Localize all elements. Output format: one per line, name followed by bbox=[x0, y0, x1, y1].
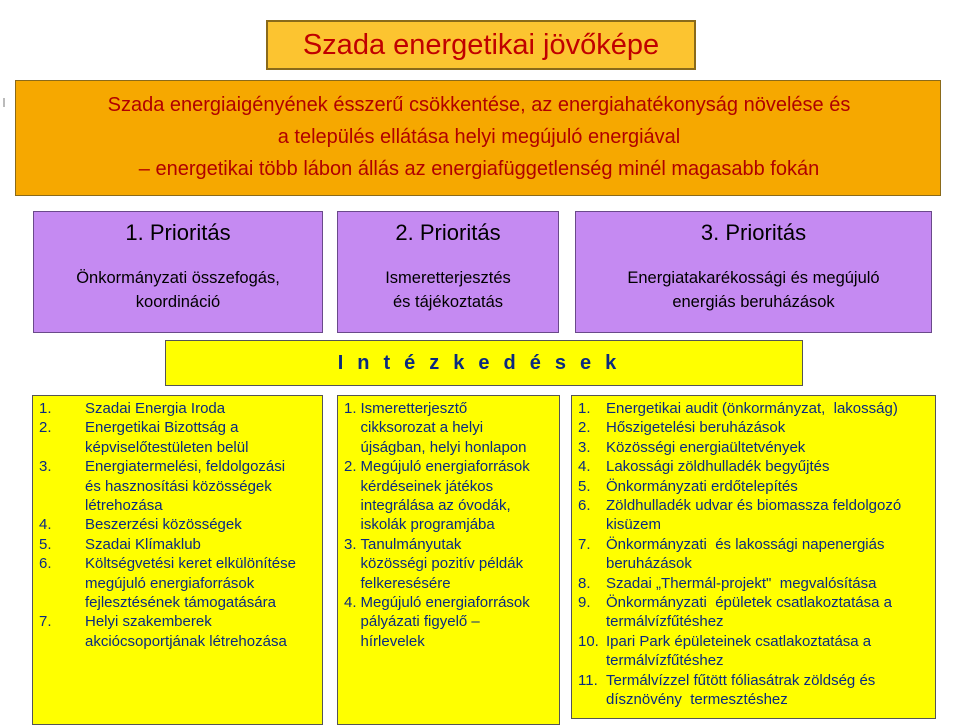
item-number: 8. bbox=[578, 574, 591, 592]
vision-line: – energetikai több lábon állás az energiafüggetlenség minél magasabb fokán bbox=[138, 158, 820, 180]
item-text: Helyi szakemberek akciócsoportjának létrehozása bbox=[85, 613, 287, 650]
item-text: Energetikai Bizottság a képviselőtestületen belül bbox=[85, 419, 249, 456]
vision-line: Szada energiaigényének ésszerű csökkentése, az energiahatékonyság növelése és bbox=[107, 94, 851, 116]
priority-text: Ismeretterjesztés bbox=[385, 269, 511, 287]
item-number: 3. bbox=[578, 438, 591, 456]
list-item bbox=[344, 457, 555, 535]
list-item bbox=[578, 593, 931, 632]
item-text: Önkormányzati erdőtelepítés bbox=[606, 477, 798, 495]
item-text: Szadai „Thermál-projekt" megvalósítása bbox=[606, 574, 877, 592]
item-text: Megújuló energiaforrások kérdéseinek játékos integrálása az óvodák, iskolák programjába bbox=[360, 458, 530, 534]
priority-text: Energiatakarékossági és megújuló bbox=[627, 269, 880, 287]
item-number: 2. bbox=[39, 419, 52, 437]
item-text: Hőszigetelési beruházások bbox=[606, 419, 786, 437]
item-number: 7. bbox=[578, 535, 591, 553]
priority-heading: 2. Prioritás bbox=[395, 220, 501, 245]
item-number: 1. bbox=[578, 400, 591, 417]
list-item bbox=[578, 574, 931, 593]
list-item bbox=[578, 535, 931, 574]
priority-text: energiás beruházások bbox=[672, 293, 835, 311]
priority-heading: 3. Prioritás bbox=[700, 220, 807, 245]
item-number: 6. bbox=[39, 555, 52, 573]
measures-title: Intézkedések bbox=[337, 351, 631, 374]
item-number: 4. bbox=[344, 594, 357, 612]
item-text: Önkormányzati épületek csatlakoztatása a termálvízfűtéshez bbox=[606, 594, 892, 631]
list-item bbox=[578, 671, 931, 710]
priority-text: koordináció bbox=[135, 293, 221, 311]
list-item bbox=[578, 438, 931, 457]
page-title: Szada energetikai jövőképe bbox=[302, 28, 660, 61]
item-number: 9. bbox=[578, 594, 591, 612]
edge-mark bbox=[3, 98, 5, 107]
list-item bbox=[578, 496, 931, 535]
title-box bbox=[266, 20, 696, 70]
measures-column-2 bbox=[337, 395, 560, 725]
priority-1-box bbox=[33, 211, 323, 333]
list-item bbox=[39, 418, 318, 457]
item-number: 4. bbox=[39, 516, 52, 534]
item-number: 3. bbox=[344, 535, 357, 553]
item-number: 10. bbox=[578, 632, 599, 650]
priority-text: Önkormányzati összefogás, bbox=[76, 269, 280, 287]
item-text: Zöldhulladék udvar és biomassza feldolgozó kisüzem bbox=[606, 497, 902, 534]
list-item bbox=[578, 632, 931, 671]
vision-box bbox=[15, 80, 941, 196]
item-number: 11. bbox=[578, 671, 598, 689]
item-number: 1. bbox=[344, 400, 357, 417]
measures-list bbox=[344, 399, 555, 651]
priority-text: és tájékoztatás bbox=[392, 293, 504, 311]
list-item bbox=[39, 535, 318, 554]
measures-column-1 bbox=[32, 395, 323, 725]
item-text: Ipari Park épületeinek csatlakoztatása a termálvízfűtéshez bbox=[606, 632, 872, 670]
item-number: 5. bbox=[578, 477, 591, 495]
item-number: 7. bbox=[39, 613, 52, 631]
list-item bbox=[578, 457, 931, 476]
item-text: Költségvetési keret elkülönítése megújuló energiaforrások fejlesztésének támogatására bbox=[85, 555, 296, 612]
item-number: 2. bbox=[344, 458, 357, 476]
item-number: 2. bbox=[578, 419, 591, 437]
item-text: Termálvízzel fűtött fóliasátrak zöldség és dísznövény termesztéshez bbox=[606, 671, 876, 709]
item-text: Önkormányzati és lakossági napenergiás beruházások bbox=[606, 535, 885, 573]
list-item bbox=[578, 418, 931, 437]
vision-line: a település ellátása helyi megújuló energiával bbox=[277, 126, 681, 148]
priority-3-box bbox=[575, 211, 932, 333]
measures-list bbox=[578, 399, 931, 710]
list-item bbox=[578, 399, 931, 418]
list-item bbox=[39, 612, 318, 651]
list-item bbox=[39, 399, 318, 418]
item-number: 6. bbox=[578, 497, 591, 515]
list-item bbox=[39, 554, 318, 612]
priority-heading: 1. Prioritás bbox=[125, 220, 231, 245]
item-text: Energetikai audit (önkormányzat, lakosság) bbox=[606, 400, 898, 417]
list-item bbox=[344, 593, 555, 651]
list-item bbox=[39, 457, 318, 515]
item-number: 3. bbox=[39, 458, 52, 476]
item-text: Lakossági zöldhulladék begyűjtés bbox=[606, 458, 830, 476]
list-item bbox=[344, 535, 555, 593]
priority-2-box bbox=[337, 211, 559, 333]
measures-header bbox=[165, 340, 803, 386]
item-text: Energiatermelési, feldolgozási és hasznosítási közösségek létrehozása bbox=[85, 458, 286, 515]
item-text: Tanulmányutak közösségi pozitív példák felkeresésére bbox=[360, 535, 524, 592]
item-text: Közösségi energiaültetvények bbox=[606, 438, 806, 456]
item-number: 4. bbox=[578, 458, 591, 476]
item-number: 5. bbox=[39, 535, 52, 553]
measures-list bbox=[39, 399, 318, 651]
item-text: Szadai Klímaklub bbox=[85, 535, 201, 553]
measures-column-3 bbox=[571, 395, 936, 719]
item-number: 1. bbox=[39, 400, 52, 417]
item-text: Megújuló energiaforrások pályázati figyelő – hírlevelek bbox=[360, 594, 530, 650]
item-text: Beszerzési közösségek bbox=[85, 516, 242, 534]
list-item bbox=[344, 399, 555, 457]
item-text: Szadai Energia Iroda bbox=[85, 400, 226, 417]
list-item bbox=[39, 515, 318, 534]
item-text: Ismeretterjesztő cikksorozat a helyi újságban, helyi honlapon bbox=[360, 400, 527, 456]
list-item bbox=[578, 477, 931, 496]
